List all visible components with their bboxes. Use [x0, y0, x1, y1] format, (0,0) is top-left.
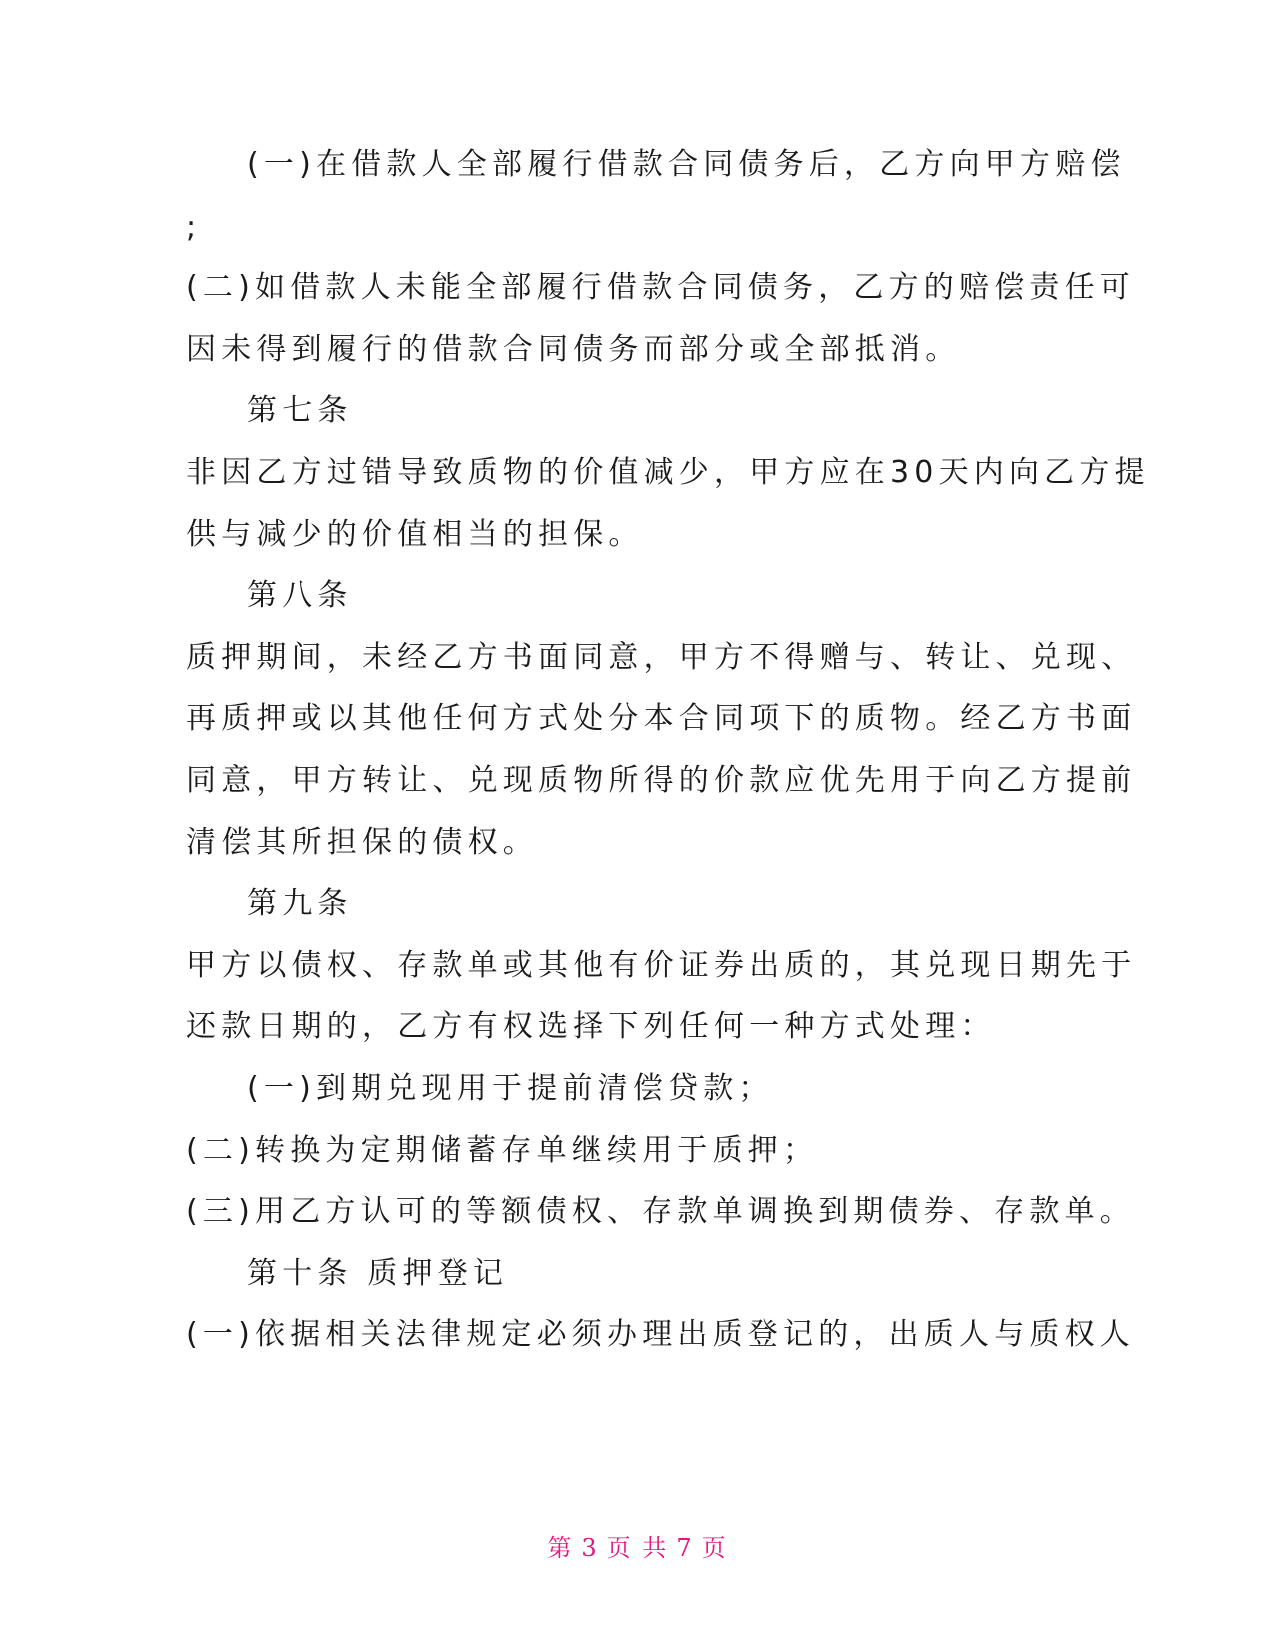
text-line: (一)依据相关法律规定必须办理出质登记的，出质人与质权人	[186, 1317, 1136, 1352]
text-line: (二)转换为定期储蓄存单继续用于质押；	[186, 1133, 819, 1168]
page-footer	[0, 1528, 1275, 1563]
text-line: (三)用乙方认可的等额债权、存款单调换到期债券、存款单。	[186, 1194, 1136, 1229]
footer-middle: 页 共	[606, 1534, 669, 1562]
text-line: 质押期间，未经乙方书面同意，甲方不得赠与、转让、兑现、	[186, 640, 1137, 675]
current-page-number: 3	[581, 1534, 599, 1562]
text-line: 因未得到履行的借款合同债务而部分或全部抵消。	[186, 332, 961, 367]
text-line: 非因乙方过错导致质物的价值减少，甲方应在30天内向乙方提	[186, 455, 1150, 490]
text-line: (一)到期兑现用于提前清偿贷款；	[247, 1071, 774, 1106]
section-heading: 第八条	[247, 578, 353, 613]
text-line: 还款日期的，乙方有权选择下列任何一种方式处理：	[186, 1009, 996, 1044]
text-line: (二)如借款人未能全部履行借款合同债务，乙方的赔偿责任可	[186, 270, 1136, 305]
text-line: 清偿其所担保的债权。	[186, 825, 538, 860]
text-line: 甲方以债权、存款单或其他有价证券出质的，其兑现日期先于	[186, 948, 1137, 983]
total-page-count: 7	[676, 1534, 694, 1562]
footer-suffix: 页	[701, 1534, 728, 1562]
footer-prefix: 第	[547, 1534, 574, 1562]
text-line: 同意，甲方转让、兑现质物所得的价款应优先用于向乙方提前	[186, 763, 1137, 798]
text-line: (一)在借款人全部履行借款合同债务后，乙方向甲方赔偿	[247, 147, 1126, 182]
section-heading: 第七条	[247, 393, 353, 428]
text-line: ;	[186, 210, 202, 245]
text-line: 供与减少的价值相当的担保。	[186, 517, 644, 552]
text-line: 再质押或以其他任何方式处分本合同项下的质物。经乙方书面	[186, 701, 1137, 736]
section-heading: 第十条 质押登记	[247, 1256, 509, 1291]
section-heading: 第九条	[247, 886, 353, 921]
